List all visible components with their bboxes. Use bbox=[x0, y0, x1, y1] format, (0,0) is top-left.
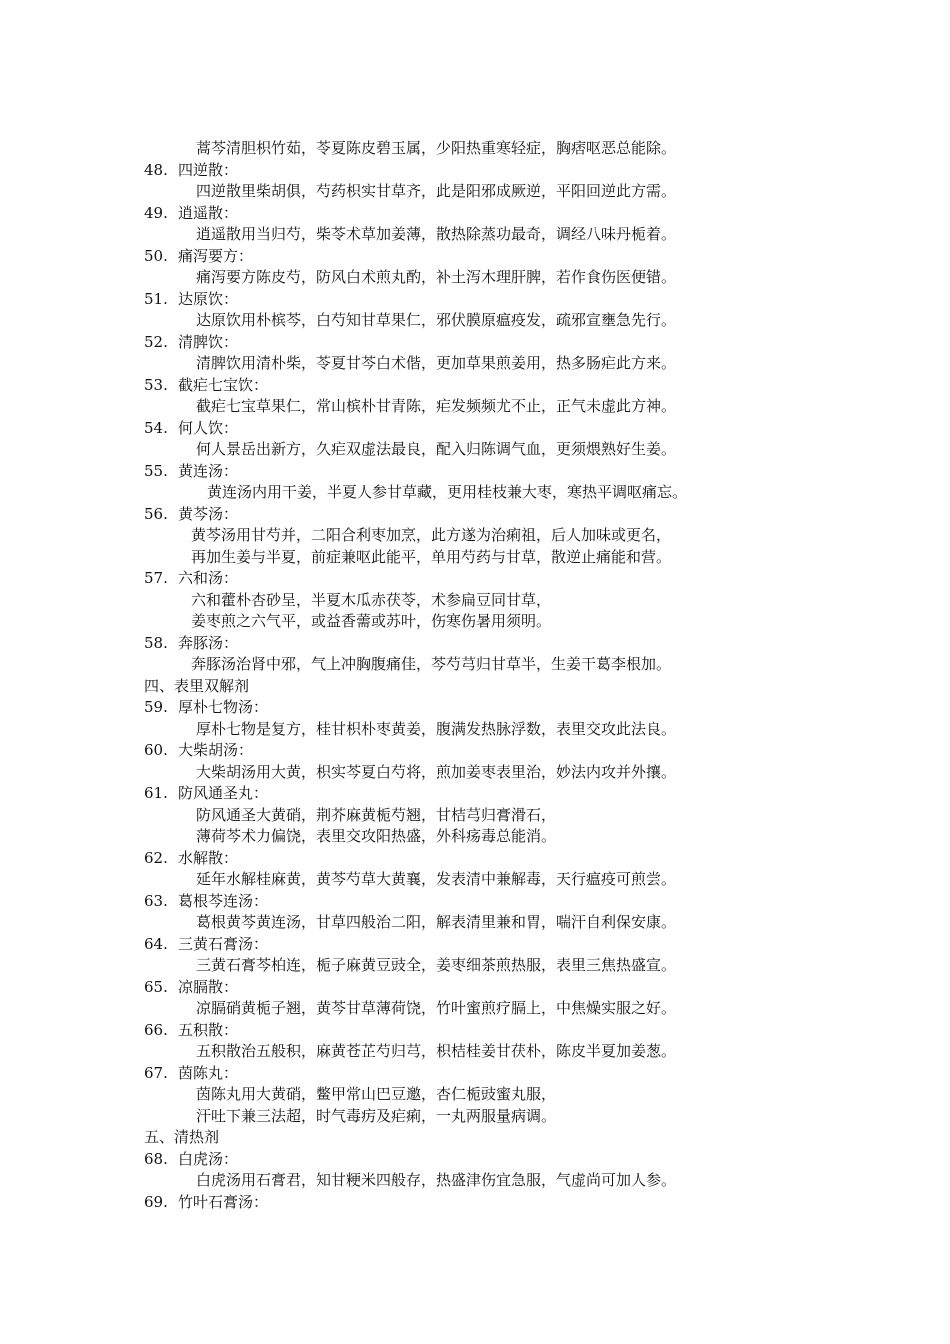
formula-heading bbox=[144, 419, 238, 437]
formula-number: 50. bbox=[144, 246, 168, 265]
formula-heading bbox=[144, 1150, 238, 1168]
verse-line: 黄连汤内用干姜，半夏人参甘草藏，更用桂枝兼大枣，寒热平调呕痛忘。 bbox=[207, 483, 688, 501]
formula-heading bbox=[144, 462, 238, 480]
formula-title: 葛根芩连汤： bbox=[178, 891, 269, 910]
formula-title: 黄芩汤： bbox=[178, 504, 239, 523]
formula-title: 六和汤： bbox=[178, 569, 239, 587]
formula-number: 61. bbox=[144, 784, 168, 802]
formula-title: 水解散： bbox=[178, 848, 239, 867]
verse-line: 凉膈硝黄栀子翘，黄芩甘草薄荷饶，竹叶蜜煎疗膈上，中焦燥实服之好。 bbox=[196, 999, 677, 1017]
section-heading: 五、清热剂 bbox=[144, 1128, 220, 1146]
formula-number: 56. bbox=[144, 504, 168, 523]
formula-title: 逍遥散： bbox=[178, 203, 239, 222]
formula-number: 53. bbox=[144, 375, 168, 394]
formula-number: 52. bbox=[144, 332, 168, 351]
formula-title: 茵陈丸： bbox=[178, 1063, 239, 1082]
formula-number: 58. bbox=[144, 633, 168, 652]
formula-number: 63. bbox=[144, 891, 168, 910]
formula-number: 48. bbox=[144, 160, 168, 179]
formula-number: 54. bbox=[144, 418, 168, 437]
formula-number: 59. bbox=[144, 698, 168, 716]
verse-line: 奔豚汤治肾中邪，气上冲胸腹痛佳，芩芍芎归甘草半，生姜干葛李根加。 bbox=[191, 655, 672, 673]
verse-line: 薄荷芩术力偏饶，表里交攻阳热盛，外科疡毒总能消。 bbox=[196, 827, 557, 845]
formula-heading bbox=[144, 1021, 238, 1039]
verse-line: 黄芩汤用甘芍并，二阳合利枣加烹，此方遂为治痢祖，后人加味或更名， bbox=[191, 526, 672, 544]
formula-number: 49. bbox=[144, 203, 168, 222]
formula-heading bbox=[144, 247, 253, 265]
formula-heading bbox=[144, 892, 268, 910]
formula-title: 痛泻要方： bbox=[178, 246, 254, 265]
verse-line: 三黄石膏芩柏连，栀子麻黄豆豉全，姜枣细茶煎热服，表里三焦热盛宣。 bbox=[196, 956, 677, 974]
verse-line: 姜枣煎之六气平，或益香薷或苏叶，伤寒伤暑用须明。 bbox=[191, 612, 552, 630]
verse-line: 六和藿朴杏砂呈，半夏木瓜赤茯苓，术参扁豆同甘草， bbox=[191, 590, 552, 609]
formula-number: 68. bbox=[144, 1149, 168, 1168]
formula-heading bbox=[144, 849, 238, 867]
verse-line: 大柴胡汤用大黄，枳实芩夏白芍将，煎加姜枣表里治，妙法内攻并外攘。 bbox=[196, 762, 677, 781]
formula-number: 66. bbox=[144, 1020, 168, 1039]
verse-line: 何人景岳出新方，久疟双虚法最良，配入归陈调气血，更须煨熟好生姜。 bbox=[196, 440, 677, 458]
formula-title: 何人饮： bbox=[178, 418, 239, 437]
formula-heading bbox=[144, 1064, 238, 1082]
formula-heading bbox=[144, 204, 238, 222]
formula-heading bbox=[144, 935, 268, 953]
formula-heading bbox=[144, 161, 238, 179]
formula-heading bbox=[144, 569, 238, 587]
verse-line: 四逆散里柴胡俱，芍药枳实甘草齐，此是阳邪成厥逆，平阳回逆此方需。 bbox=[196, 182, 677, 200]
verse-line: 白虎汤用石膏君，知甘粳米四般存，热盛津伤宜急服，气虚尚可加人参。 bbox=[196, 1171, 677, 1189]
formula-heading bbox=[144, 333, 238, 351]
formula-title: 黄连汤： bbox=[178, 461, 239, 480]
formula-heading bbox=[144, 634, 238, 652]
verse-line: 痛泻要方陈皮芍，防风白术煎丸酌，补土泻木理肝脾，若作食伤医便错。 bbox=[196, 268, 677, 286]
formula-heading bbox=[144, 505, 238, 523]
formula-number: 60. bbox=[144, 741, 168, 759]
formula-number: 65. bbox=[144, 977, 168, 996]
formula-number: 67. bbox=[144, 1063, 168, 1082]
formula-title: 三黄石膏汤： bbox=[178, 934, 269, 953]
section-heading: 四、表里双解剂 bbox=[144, 676, 250, 695]
verse-line: 茵陈丸用大黄硝，鳖甲常山巴豆邀，杏仁栀豉蜜丸服， bbox=[196, 1085, 557, 1103]
verse-line: 清脾饮用清朴柴，苓夏甘芩白术偕，更加草果煎姜用，热多肠疟此方来。 bbox=[196, 354, 677, 372]
formula-title: 竹叶石膏汤： bbox=[178, 1192, 269, 1211]
verse-line: 汗吐下兼三法超，时气毒疠及疟痢，一丸两服量病调。 bbox=[196, 1106, 557, 1125]
formula-number: 64. bbox=[144, 934, 168, 953]
formula-heading bbox=[144, 784, 268, 802]
formula-heading bbox=[144, 1193, 268, 1211]
verse-line: 蒿芩清胆枳竹茹，苓夏陈皮碧玉属，少阳热重寒轻症，胸痞呕恶总能除。 bbox=[196, 139, 677, 157]
formula-title: 达原饮： bbox=[178, 289, 239, 308]
formula-heading bbox=[144, 376, 268, 394]
verse-line: 厚朴七物是复方，桂甘枳朴枣黄姜，腹满发热脉浮数，表里交攻此法良。 bbox=[196, 719, 677, 738]
verse-line: 葛根黄芩黄连汤，甘草四般治二阳，解表清里兼和胃，喘汗自利保安康。 bbox=[196, 913, 677, 931]
verse-line: 五积散治五般积，麻黄苍芷芍归芎，枳桔桂姜甘茯朴，陈皮半夏加姜葱。 bbox=[196, 1042, 677, 1060]
formula-heading bbox=[144, 290, 238, 308]
formula-title: 凉膈散： bbox=[178, 977, 239, 996]
verse-line: 截疟七宝草果仁，常山槟朴甘青陈，疟发频频尤不止，正气未虚此方神。 bbox=[196, 397, 677, 415]
verse-line: 再加生姜与半夏，前症兼呕此能平，单用芍药与甘草，散逆止痛能和营。 bbox=[191, 547, 672, 566]
formula-number: 55. bbox=[144, 461, 168, 480]
formula-number: 57. bbox=[144, 569, 168, 587]
formula-title: 四逆散： bbox=[178, 160, 239, 179]
formula-title: 奔豚汤： bbox=[178, 633, 239, 652]
formula-number: 69. bbox=[144, 1192, 168, 1211]
formula-number: 51. bbox=[144, 289, 168, 308]
formula-title: 截疟七宝饮： bbox=[178, 375, 269, 394]
verse-line: 防风通圣大黄硝，荆芥麻黄栀芍翘，甘桔芎归膏滑石， bbox=[196, 805, 557, 824]
formula-title: 白虎汤： bbox=[178, 1149, 239, 1168]
formula-heading bbox=[144, 741, 253, 759]
formula-number: 62. bbox=[144, 848, 168, 867]
formula-heading bbox=[144, 978, 238, 996]
formula-title: 厚朴七物汤： bbox=[178, 698, 269, 716]
formula-title: 防风通圣丸： bbox=[178, 784, 269, 802]
verse-line: 延年水解桂麻黄，黄芩芍草大黄襄，发表清中兼解毒，天行瘟疫可煎尝。 bbox=[196, 870, 677, 888]
formula-title: 大柴胡汤： bbox=[178, 741, 254, 759]
formula-heading bbox=[144, 698, 268, 716]
formula-title: 五积散： bbox=[178, 1020, 239, 1039]
verse-line: 达原饮用朴槟芩，白芍知甘草果仁，邪伏膜原瘟疫发，疏邪宣壅急先行。 bbox=[196, 311, 677, 329]
formula-title: 清脾饮： bbox=[178, 332, 239, 351]
verse-line: 逍遥散用当归芍，柴苓术草加姜薄，散热除蒸功最奇，调经八味丹栀着。 bbox=[196, 225, 677, 243]
